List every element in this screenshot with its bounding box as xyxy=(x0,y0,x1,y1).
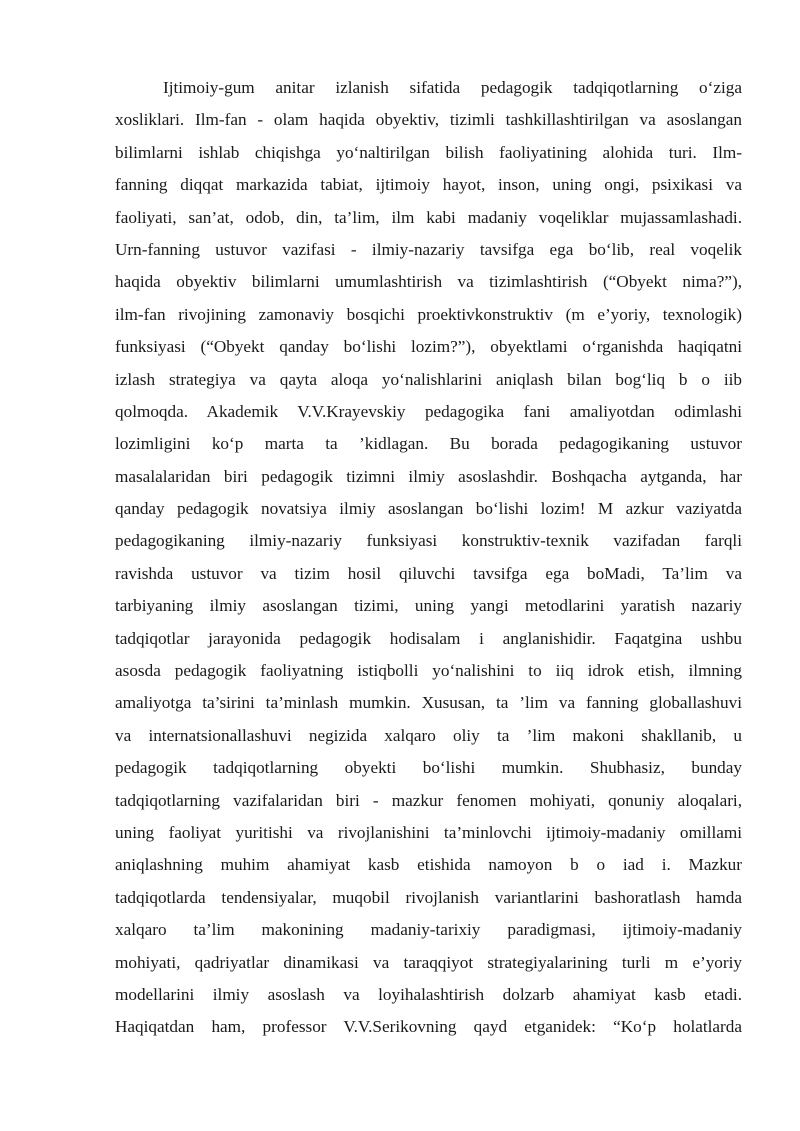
text-line: asosda pedagogik faoliyatning istiqbolli yo‘nalishini to iiq idrok etish, ilmning xyxy=(115,661,742,681)
text-line: tadqiqotlarda tendensiyalar, muqobil rivojlanish variantlarini bashoratlash hamda xyxy=(115,887,742,907)
text-line: qanday pedagogik novatsiya ilmiy asoslangan bo‘lishi lozim! M azkur vaziyatda xyxy=(115,499,742,519)
text-line: funksiyasi (“Obyekt qanday bo‘lishi lozim?”), obyektlami o‘rganishda haqiqatni xyxy=(115,337,742,357)
text-line: xalqaro ta’lim makonining madaniy-tarixiy paradigmasi, ijtimoiy-madaniy xyxy=(115,920,742,940)
text-line: amaliyotga ta’sirini ta’minlash mumkin. Xususan, ta ’lim va fanning globallashuvi xyxy=(115,693,742,713)
text-line: bilimlarni ishlab chiqishga yo‘naltirilgan bilish faoliyatining alohida turi. Ilm- xyxy=(115,142,742,162)
text-line: va internatsionallashuvi negizida xalqaro oliy ta ’lim makoni shakllanib, u xyxy=(115,725,742,745)
text-line: modellarini ilmiy asoslash va loyihalashtirish dolzarb ahamiyat kasb etadi. xyxy=(115,984,742,1004)
text-line: xosliklari. Ilm-fan - olam haqida obyektiv, tizimli tashkillashtirilgan va asoslangan xyxy=(115,110,742,130)
text-line: ravishda ustuvor va tizim hosil qiluvchi tavsifga ega boMadi, Ta’lim va xyxy=(115,563,742,583)
text-line: Haqiqatdan ham, professor V.V.Serikovning qayd etganidek: “Ko‘p holatlarda xyxy=(115,1017,742,1037)
text-line: mohiyati, qadriyatlar dinamikasi va taraqqiyot strategiyalarining turli m e’yoriy xyxy=(115,952,742,972)
text-line: aniqlashning muhim ahamiyat kasb etishida namoyon b o iad i. Mazkur xyxy=(115,855,742,875)
text-line: Ijtimoiy-gum anitar izlanish sifatida pedagogik tadqiqotlarning o‘ziga xyxy=(163,78,742,97)
text-line: tadqiqotlarning vazifalaridan biri - mazkur fenomen mohiyati, qonuniy aloqalari, xyxy=(115,790,742,810)
text-line: fanning diqqat markazida tabiat, ijtimoiy hayot, inson, uning ongi, psixikasi va xyxy=(115,175,742,195)
text-line: qolmoqda. Akademik V.V.Krayevskiy pedagogika fani amaliyotdan odimlashi xyxy=(115,401,742,421)
text-line: pedagogikaning ilmiy-nazariy funksiyasi konstruktiv-texnik vazifadan farqli xyxy=(115,531,742,551)
text-line: tadqiqotlar jarayonida pedagogik hodisalam i anglanishidir. Faqatgina ushbu xyxy=(115,628,742,648)
text-line: ilm-fan rivojining zamonaviy bosqichi proektivkonstruktiv (m e’yoriy, texnologik) xyxy=(115,304,742,324)
text-line: uning faoliyat yuritishi va rivojlanishini ta’minlovchi ijtimoiy-madaniy omillami xyxy=(115,822,742,842)
text-line: tarbiyaning ilmiy asoslangan tizimi, uning yangi metodlarini yaratish nazariy xyxy=(115,596,742,616)
text-line: lozimligini ko‘p marta ta ’kidlagan. Bu borada pedagogikaning ustuvor xyxy=(115,434,742,454)
text-line: faoliyati, san’at, odob, din, ta’lim, ilm kabi madaniy voqeliklar mujassamlashadi. xyxy=(115,207,742,227)
text-line: pedagogik tadqiqotlarning obyekti bo‘lishi mumkin. Shubhasiz, bunday xyxy=(115,758,742,778)
text-line: izlash strategiya va qayta aloqa yo‘nalishlarini aniqlash bilan bog‘liq b o iib xyxy=(115,369,742,389)
text-line: Urn-fanning ustuvor vazifasi - ilmiy-nazariy tavsifga ega bo‘lib, real voqelik xyxy=(115,239,742,259)
text-line: haqida obyektiv bilimlarni umumlashtirish va tizimlashtirish (“Obyekt nima?”), xyxy=(115,272,742,292)
body-paragraph xyxy=(115,72,742,1044)
text-line: masalalaridan biri pedagogik tizimni ilmiy asoslashdir. Boshqacha aytganda, har xyxy=(115,466,742,486)
